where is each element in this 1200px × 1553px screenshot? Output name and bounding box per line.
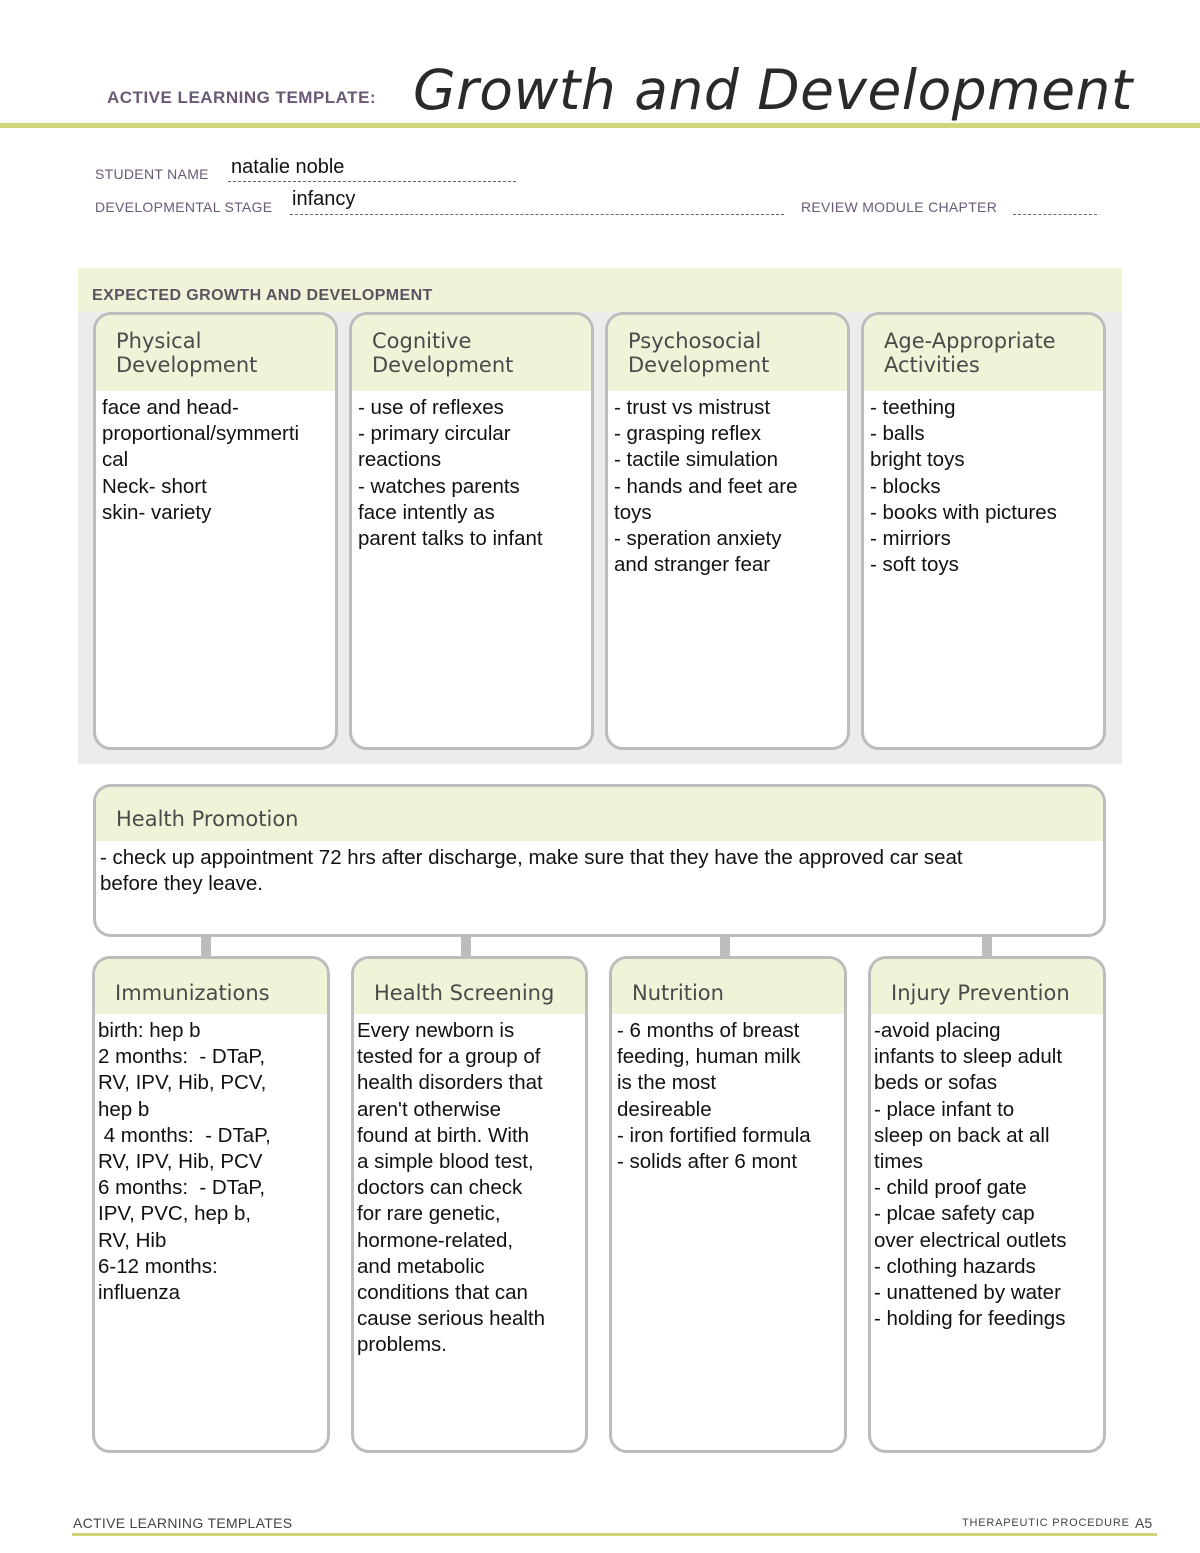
developmental-stage-line (290, 214, 784, 215)
footer-left: ACTIVE LEARNING TEMPLATES (73, 1515, 293, 1531)
card-body[interactable]: Every newborn is tested for a group of health disorders that aren't otherwise found at birth. With a simple blood test, doctors can check for rare genetic, hormone-related, and metabolic conditions that can cause serious health problems. (357, 1019, 546, 1357)
card-body[interactable]: - check up appointment 72 hrs after discharge, make sure that they have the approved car seat before they leave. (100, 846, 963, 896)
card-body[interactable]: - 6 months of breast feeding, human milk is the most desireable - iron fortified formula - solids after 6 mont (617, 1019, 811, 1174)
cognitive-development-card (349, 312, 594, 750)
expected-growth-title: EXPECTED GROWTH AND DEVELOPMENT (92, 287, 433, 304)
card-title: Injury Prevention (871, 959, 1103, 1014)
physical-development-card (93, 312, 338, 750)
card-body[interactable]: - teething - balls bright toys - blocks - books with pictures - mirriors - soft toys (870, 396, 1057, 577)
card-title: Cognitive Development (352, 315, 591, 391)
card-body[interactable]: - use of reflexes - primary circular reactions - watches parents face intently as parent talks to infant (358, 396, 543, 551)
review-module-field[interactable] (1013, 214, 1097, 215)
template-label: ACTIVE LEARNING TEMPLATE: (107, 88, 377, 107)
footer-right: THERAPEUTIC PROCEDURE (962, 1517, 1130, 1529)
immunizations-card (92, 956, 330, 1453)
card-title: Health Screening (354, 959, 585, 1014)
age-appropriate-activities-card (861, 312, 1106, 750)
psychosocial-development-card (605, 312, 850, 750)
card-body[interactable]: -avoid placing infants to sleep adult beds or sofas - place infant to sleep on back at all times - child proof gate - plcae safety cap over electrical outlets - clothing hazards - unattened by water - holding for feedings (874, 1019, 1067, 1331)
footer-divider (72, 1533, 1157, 1536)
student-name-line (228, 181, 516, 182)
card-title: Nutrition (612, 959, 844, 1014)
card-title: Age-Appropriate Activities (864, 315, 1103, 391)
nutrition-card (609, 956, 847, 1453)
health-promotion-card (93, 784, 1106, 937)
card-body[interactable]: face and head- proportional/symmerti cal Neck- short skin- variety (102, 396, 300, 524)
page-title: Growth and Development (413, 58, 1133, 122)
injury-prevention-card (868, 956, 1106, 1453)
developmental-stage-field[interactable]: infancy (292, 188, 356, 210)
page-number: A5 (1135, 1515, 1153, 1531)
student-name-field[interactable]: natalie noble (231, 156, 345, 178)
card-body[interactable]: birth: hep b 2 months: - DTaP, RV, IPV, Hib, PCV, hep b 4 months: - DTaP, RV, IPV, Hib, PCV 6 months: - DTaP, IPV, PVC, hep b, RV, Hib 6-12 months: influenza (98, 1019, 271, 1305)
card-title: Physical Development (96, 315, 335, 391)
card-title: Psychosocial Development (608, 315, 847, 391)
card-title: Health Promotion (96, 787, 1103, 841)
card-body[interactable]: - trust vs mistrust - grasping reflex - tactile simulation - hands and feet are toys - speration anxiety and stranger fear (614, 396, 798, 577)
health-screening-card (351, 956, 588, 1453)
developmental-stage-label: DEVELOPMENTAL STAGE (95, 199, 273, 215)
review-module-label: REVIEW MODULE CHAPTER (801, 199, 998, 215)
card-title: Immunizations (95, 959, 327, 1014)
header-divider (0, 123, 1200, 128)
student-name-label: STUDENT NAME (95, 166, 209, 182)
